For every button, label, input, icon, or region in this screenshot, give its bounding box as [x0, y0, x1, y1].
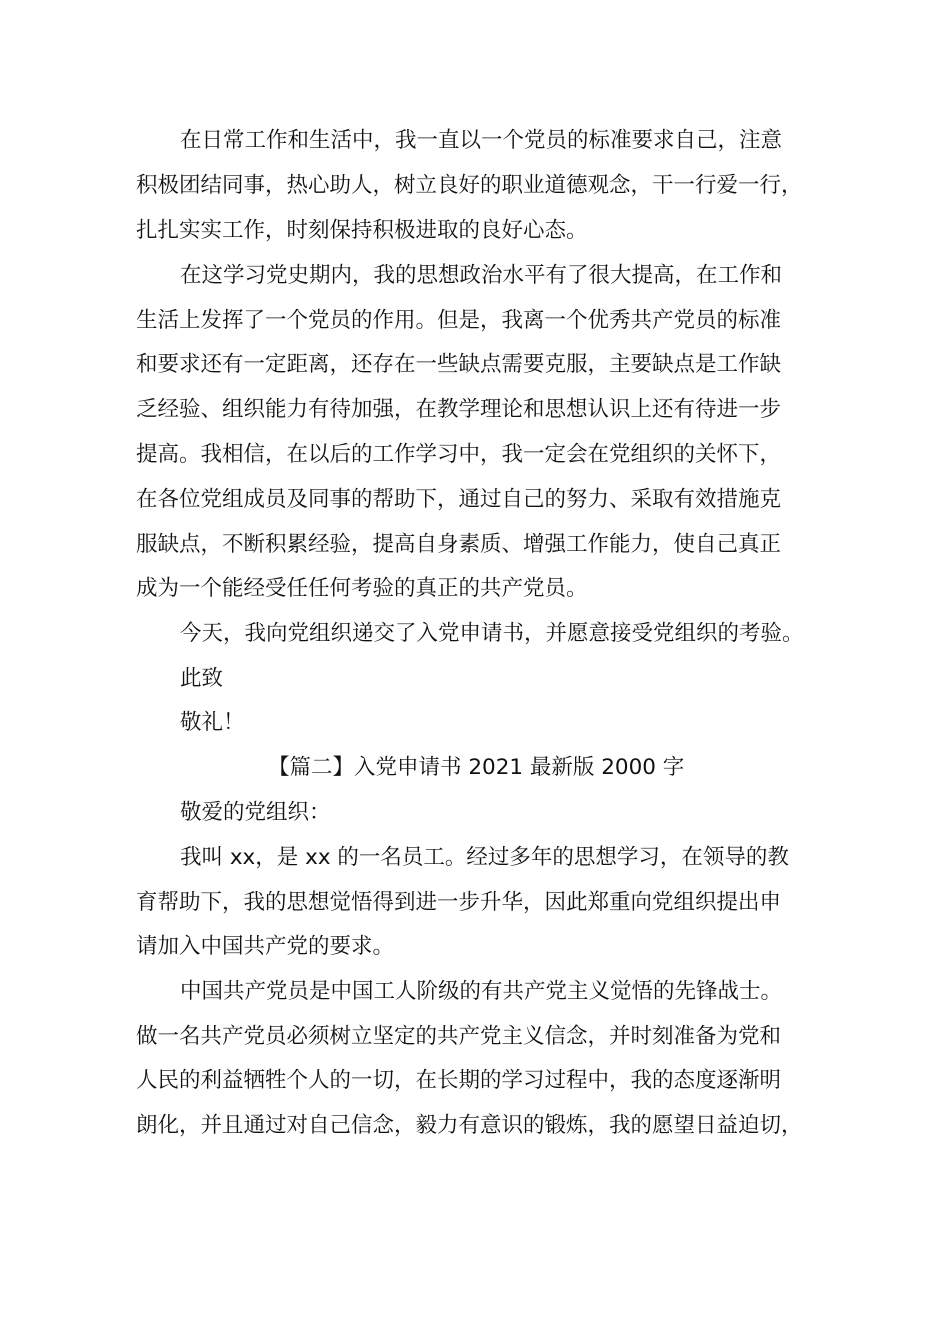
paragraph-line: 成为一个能经受任任何考验的真正的共产党员。 [136, 576, 588, 601]
paragraph-line: 乏经验、组织能力有待加强，在教学理论和思想认识上还有待进一步 [136, 397, 782, 422]
paragraph-line: 朗化，并且通过对自己信念，毅力有意识的锻炼，我的愿望日益迫切， [136, 1113, 803, 1138]
paragraph-line: 做一名共产党员必须树立坚定的共产党主义信念，并时刻准备为党和 [136, 1024, 782, 1049]
paragraph-line: 在各位党组成员及同事的帮助下，通过自己的努力、采取有效措施克 [136, 487, 782, 512]
paragraph-line: 人民的利益牺牲个人的一切，在长期的学习过程中，我的态度逐渐明 [136, 1068, 782, 1093]
paragraph-line: 在这学习党史期内，我的思想政治水平有了很大提高，在工作和 [180, 263, 783, 288]
paragraph-line: 我叫 xx，是 xx 的一名员工。经过多年的思想学习，在领导的教 [180, 845, 789, 870]
paragraph-line: 积极团结同事，热心助人，树立良好的职业道德观念，干一行爱一行， [136, 173, 803, 198]
paragraph-line: 育帮助下，我的思想觉悟得到进一步升华，因此郑重向党组织提出申 [136, 890, 782, 915]
section-title: 【篇二】入党申请书 2021 最新版 2000 字 [268, 755, 685, 780]
paragraph-line: 提高。我相信，在以后的工作学习中，我一定会在党组织的关怀下， [136, 442, 782, 467]
paragraph-line: 请加入中国共产党的要求。 [136, 934, 395, 959]
salutation: 敬爱的党组织： [180, 800, 331, 825]
paragraph-line: 服缺点，不断积累经验，提高自身素质、增强工作能力，使自己真正 [136, 532, 782, 557]
closing-line: 敬礼！ [180, 710, 245, 735]
paragraph-line: 在日常工作和生活中，我一直以一个党员的标准要求自己，注意 [180, 128, 783, 153]
paragraph-line: 今天，我向党组织递交了入党申请书，并愿意接受党组织的考验。 [180, 621, 804, 646]
paragraph-line: 和要求还有一定距离，还存在一些缺点需要克服，主要缺点是工作缺 [136, 352, 782, 377]
paragraph-line: 生活上发挥了一个党员的作用。但是，我离一个优秀共产党员的标准 [136, 308, 782, 333]
paragraph-line: 中国共产党员是中国工人阶级的有共产党主义觉悟的先锋战士。 [180, 979, 783, 1004]
paragraph-line: 扎扎实实工作，时刻保持积极进取的良好心态。 [136, 218, 588, 243]
closing-line: 此致 [180, 666, 224, 691]
